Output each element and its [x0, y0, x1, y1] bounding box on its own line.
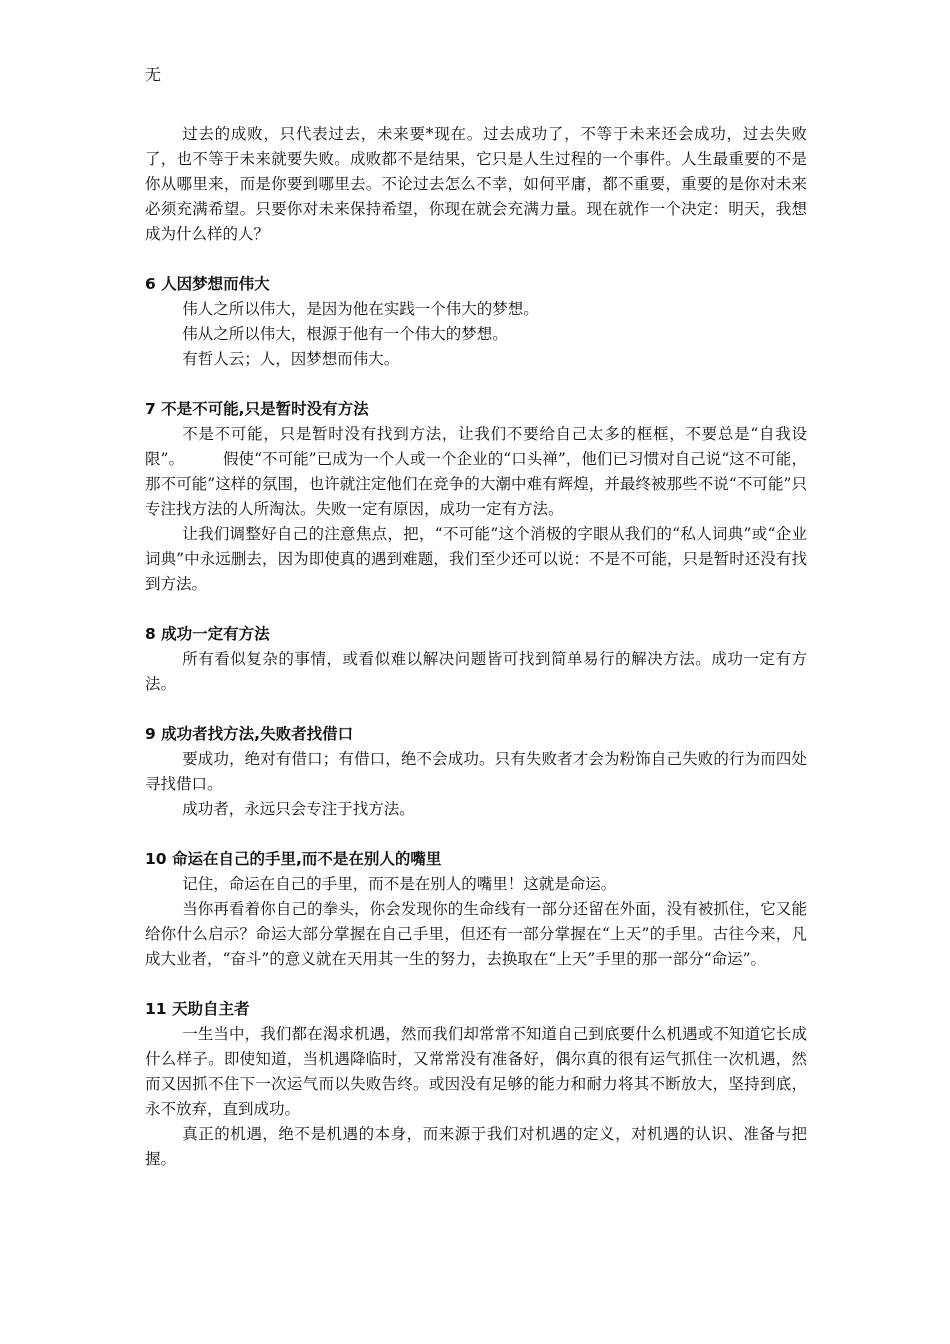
section-paragraph: 要成功，绝对有借口；有借口，绝不会成功。只有失败者才会为粉饰自己失败的行为而四处寻找借口。 [145, 750, 807, 793]
section-paragraph: 所有看似复杂的事情，或看似难以解决问题皆可找到简单易行的解决方法。成功一定有方法。 [145, 650, 807, 693]
section-heading: 6 人因梦想而伟大 [145, 275, 270, 293]
intro-paragraph: 过去的成败，只代表过去，未来要*现在。过去成功了，不等于未来还会成功，过去失败了，也不等于未来就要失败。成败都不是结果，它只是人生过程的一个事件。人生最重要的不是你从哪里来，而是你要到哪里去。不论过去怎么不幸，如何平庸，都不重要，重要的是你对未来必须充满希望。只要你对未来保持希望，你现在就会充满力量。现在就作一个决定：明天，我想成为什么样的人？ [145, 125, 807, 243]
section-paragraph: 伟从之所以伟大，根源于他有一个伟大的梦想。 [182, 325, 508, 343]
section-paragraph: 记住，命运在自己的手里，而不是在别人的嘴里！这就是命运。 [182, 875, 617, 893]
section-7 [145, 397, 807, 597]
section-heading: 9 成功者找方法,失败者找借口 [145, 725, 354, 743]
section-heading: 11 天助自主者 [145, 1000, 250, 1018]
section-heading: 8 成功一定有方法 [145, 625, 270, 643]
section-10 [145, 847, 807, 972]
section-8 [145, 622, 807, 697]
section-9 [145, 722, 807, 822]
header-mark: 无 [145, 65, 162, 84]
section-6 [145, 272, 807, 372]
section-paragraph: 让我们调整好自己的注意焦点，把，“不可能”这个消极的字眼从我们的“私人词典”或“企业词典”中永远删去，因为即使真的遇到难题，我们至少还可以说：不是不可能，只是暂时还没有找到方法。 [145, 525, 807, 593]
section-heading: 10 命运在自己的手里,而不是在别人的嘴里 [145, 850, 442, 868]
section-paragraph: 一生当中，我们都在渴求机遇，然而我们却常常不知道自己到底要什么机遇或不知道它长成什么样子。即使知道，当机遇降临时，又常常没有准备好，偶尔真的很有运气抓住一次机遇，然而又因抓不住下一次运气而以失败告终。或因没有足够的能力和耐力将其不断放大，坚持到底，永不放弃，直到成功。 [145, 1025, 807, 1118]
section-paragraph: 不是不可能，只是暂时没有找到方法，让我们不要给自己太多的框框，不要总是“自我设限”。 假使“不可能”已成为一个人或一个企业的“口头禅”，他们已习惯对自己说“这不可能，那不可能”这样的氛围，也许就注定他们在竞争的大潮中难有辉煌，并最终被那些不说“不可能”只专注找方法的人所淘汰。失败一定有原因，成功一定有方法。 [145, 425, 807, 518]
section-paragraph: 成功者，永远只会专注于找方法。 [182, 800, 415, 818]
section-paragraph: 伟人之所以伟大，是因为他在实践一个伟大的梦想。 [182, 300, 539, 318]
section-paragraph: 有哲人云；人，因梦想而伟大。 [182, 350, 400, 368]
document-page [145, 62, 807, 1172]
section-paragraph: 当你再看着你自己的拳头，你会发现你的生命线有一部分还留在外面，没有被抓住，它又能给你什么启示？命运大部分掌握在自己手里，但还有一部分掌握在“上天”的手里。古往今来，凡成大业者，“奋斗”的意义就在天用其一生的努力，去换取在“上天”手里的那一部分“命运”。 [145, 900, 807, 968]
section-heading: 7 不是不可能,只是暂时没有方法 [145, 400, 369, 418]
section-paragraph: 真正的机遇，绝不是机遇的本身，而来源于我们对机遇的定义，对机遇的认识、准备与把握。 [145, 1125, 807, 1168]
section-11 [145, 997, 807, 1172]
